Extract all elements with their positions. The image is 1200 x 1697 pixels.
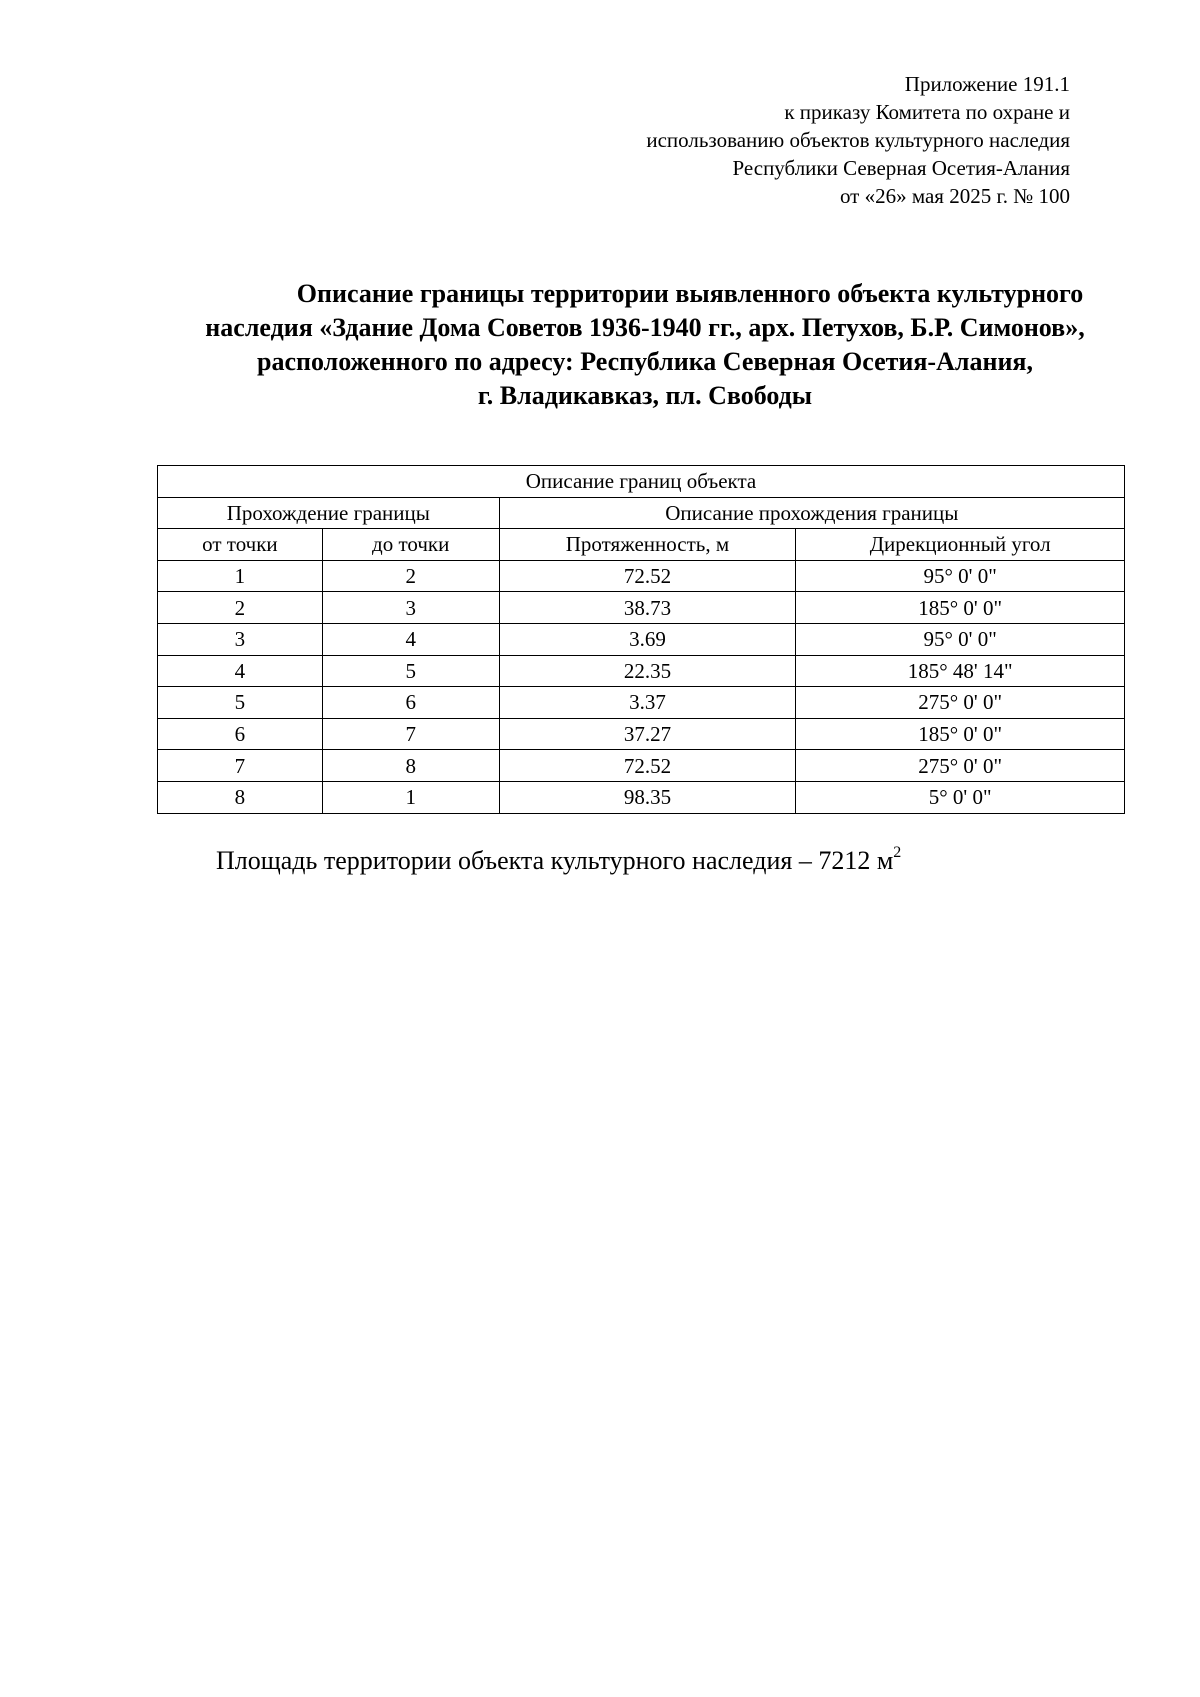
appendix-header (470, 70, 1070, 210)
cell-angle: 185° 48' 14" (796, 655, 1125, 687)
cell-length: 3.37 (499, 687, 796, 719)
appendix-line: к приказу Комитета по охране и (784, 100, 1070, 124)
table-caption-row (158, 466, 1125, 498)
table-column-header-row (158, 529, 1125, 561)
table-row (158, 750, 1125, 782)
cell-length: 98.35 (499, 781, 796, 813)
table-row (158, 592, 1125, 624)
cell-to-point: 8 (322, 750, 499, 782)
cell-angle: 95° 0' 0" (796, 560, 1125, 592)
appendix-line: от «26» мая 2025 г. № 100 (839, 184, 1070, 208)
cell-length: 3.69 (499, 623, 796, 655)
cell-to-point: 1 (322, 781, 499, 813)
cell-to-point: 5 (322, 655, 499, 687)
cell-to-point: 7 (322, 718, 499, 750)
table-row (158, 560, 1125, 592)
cell-from-point: 4 (158, 655, 323, 687)
cell-angle: 275° 0' 0" (796, 750, 1125, 782)
column-header: до точки (322, 529, 499, 561)
cell-to-point: 3 (322, 592, 499, 624)
table-caption: Описание границ объекта (158, 466, 1125, 498)
cell-to-point: 2 (322, 560, 499, 592)
table-row (158, 655, 1125, 687)
table-row (158, 687, 1125, 719)
cell-from-point: 7 (158, 750, 323, 782)
cell-from-point: 1 (158, 560, 323, 592)
cell-angle: 5° 0' 0" (796, 781, 1125, 813)
appendix-line: Республики Северная Осетия-Алания (732, 156, 1070, 180)
document-title (150, 277, 1140, 413)
cell-angle: 275° 0' 0" (796, 687, 1125, 719)
cell-length: 38.73 (499, 592, 796, 624)
area-statement (216, 844, 901, 878)
table-group-row (158, 497, 1125, 529)
table-row (158, 718, 1125, 750)
title-line: г. Владикавказ, пл. Свободы (477, 381, 813, 410)
group-header-left: Прохождение границы (158, 497, 500, 529)
title-line: наследия «Здание Дома Советов 1936-1940 гг., арх. Петухов, Б.Р. Симонов», (205, 313, 1085, 342)
cell-angle: 185° 0' 0" (796, 592, 1125, 624)
title-line: расположенного по адресу: Республика Северная Осетия-Алания, (256, 347, 1033, 376)
cell-to-point: 4 (322, 623, 499, 655)
appendix-line: использованию объектов культурного наследия (646, 128, 1070, 152)
group-header-right: Описание прохождения границы (499, 497, 1124, 529)
table-row (158, 781, 1125, 813)
cell-angle: 95° 0' 0" (796, 623, 1125, 655)
cell-to-point: 6 (322, 687, 499, 719)
table-row (158, 623, 1125, 655)
cell-from-point: 5 (158, 687, 323, 719)
cell-from-point: 8 (158, 781, 323, 813)
cell-from-point: 3 (158, 623, 323, 655)
cell-angle: 185° 0' 0" (796, 718, 1125, 750)
column-header: Протяженность, м (499, 529, 796, 561)
cell-length: 72.52 (499, 560, 796, 592)
column-header: Дирекционный угол (796, 529, 1125, 561)
area-text: Площадь территории объекта культурного наследия – 7212 м (216, 846, 894, 875)
boundary-table (157, 465, 1125, 814)
cell-length: 37.27 (499, 718, 796, 750)
column-header: от точки (158, 529, 323, 561)
area-unit-superscript: 2 (893, 844, 902, 861)
appendix-line: Приложение 191.1 (904, 72, 1070, 96)
cell-length: 22.35 (499, 655, 796, 687)
cell-from-point: 6 (158, 718, 323, 750)
cell-from-point: 2 (158, 592, 323, 624)
cell-length: 72.52 (499, 750, 796, 782)
title-line: Описание границы территории выявленного объекта культурного (296, 279, 1084, 308)
